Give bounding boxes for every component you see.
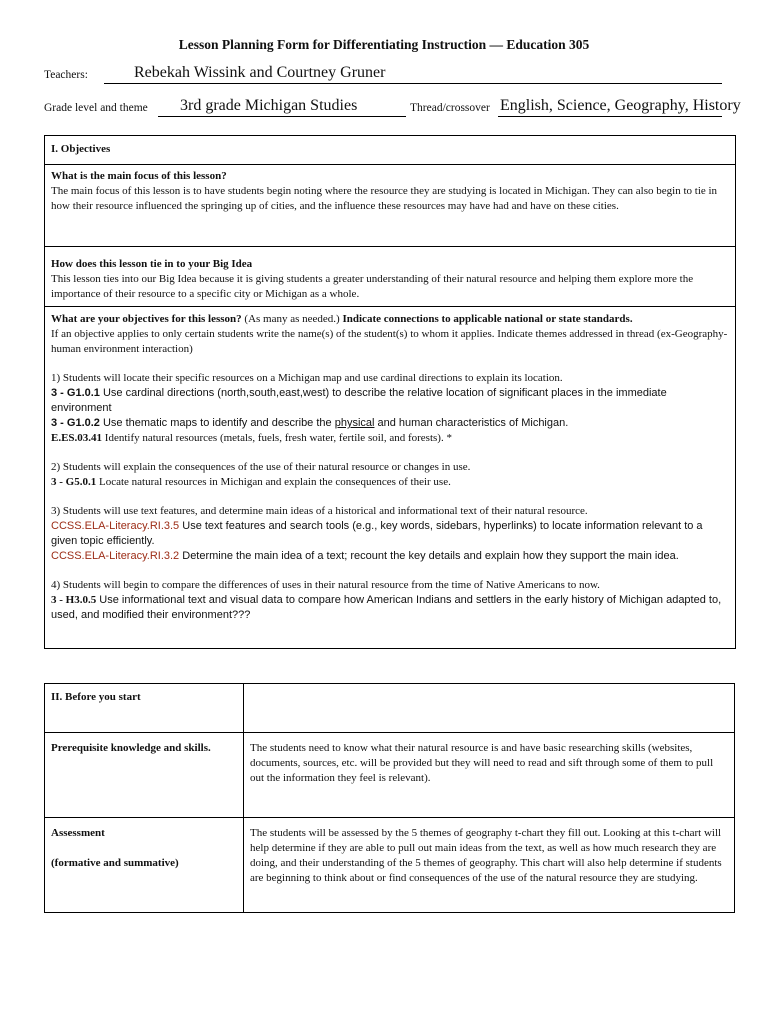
standard-ees0341-text: Identify natural resources (metals, fuels, fresh water, fertile soil, and forests). * xyxy=(102,432,452,444)
standard-ri32-code: CCSS.ELA-Literacy.RI.3.2 xyxy=(51,550,180,562)
standard-ri35 xyxy=(51,519,729,549)
assessment-sublabel: (formative and summative) xyxy=(51,857,179,869)
page-title: Lesson Planning Form for Differentiating Instruction — Education 305 xyxy=(178,37,590,52)
assessment-label-cell xyxy=(45,818,244,913)
main-focus-question: What is the main focus of this lesson? xyxy=(51,170,227,182)
teachers-field xyxy=(104,64,722,84)
objective-4: 4) Students will begin to compare the differences of uses in their natural resource from the time of Native Americans to now. xyxy=(51,579,600,591)
objectives-heading-row xyxy=(45,136,735,165)
prerequisite-text: The students need to know what their natural resource is and have basic researching skills (websites, documents, sources, etc. will be provided but they will need to read and sift through some of them to pull out the information they feel is relevant). xyxy=(250,742,714,784)
before-heading-cell xyxy=(45,684,244,733)
standard-g102-underlined: physical xyxy=(334,417,375,429)
big-idea-block xyxy=(45,247,735,307)
big-idea-answer: This lesson ties into our Big Idea because it is giving students a greater understanding of their natural resource and helping them explore more the importance of their resource to a specific city or Michigan as a whole. xyxy=(51,273,694,300)
standard-g101 xyxy=(51,386,729,416)
before-heading: II. Before you start xyxy=(51,691,141,703)
teachers-label: Teachers: xyxy=(44,69,88,81)
standard-ri32 xyxy=(51,549,729,564)
assessment-text-cell xyxy=(244,818,735,913)
thread-field xyxy=(498,97,741,117)
standard-g102 xyxy=(51,416,729,431)
objectives-question xyxy=(51,312,729,327)
objective-1: 1) Students will locate their specific resources on a Michigan map and use cardinal directions to explain its location. xyxy=(51,372,563,384)
objectives-instructions: If an objective applies to only certain students write the name(s) of the student(s) to whom it applies. Indicate themes addressed in thread (ex-Geography-human environment interaction) xyxy=(51,328,728,355)
prerequisite-label-cell xyxy=(45,733,244,818)
standard-g102-code: 3 - G1.0.2 xyxy=(51,417,100,429)
standard-ri35-text: Use text features and search tools (e.g., key words, sidebars, hyperlinks) to locate information relevant to a given topic efficiently. xyxy=(51,520,703,547)
objectives-heading: I. Objectives xyxy=(51,143,111,155)
objectives-standards-instruction: Indicate connections to applicable national or state standards. xyxy=(342,313,633,325)
prerequisite-label: Prerequisite knowledge and skills. xyxy=(51,742,211,754)
main-focus-block xyxy=(45,165,735,247)
standard-g501 xyxy=(51,475,729,490)
standard-h305-code: 3 - H3.0.5 xyxy=(51,594,97,606)
standard-ees0341-code: E.ES.03.41 xyxy=(51,432,103,444)
standard-g101-code: 3 - G1.0.1 xyxy=(51,387,100,399)
objectives-section xyxy=(44,135,736,649)
thread-label: Thread/crossover xyxy=(410,102,490,114)
objective-2: 2) Students will explain the consequences of the use of their natural resource or changes in use. xyxy=(51,461,471,473)
teachers-value: Rebekah Wissink and Courtney Gruner xyxy=(134,64,386,81)
standard-g102-text-pre: Use thematic maps to identify and describe the xyxy=(99,417,335,429)
before-heading-empty-cell xyxy=(244,684,735,733)
grade-field xyxy=(158,97,406,117)
thread-value: English, Science, Geography, History xyxy=(500,97,741,114)
standard-g501-text: Locate natural resources in Michigan and explain the consequences of their use. xyxy=(96,476,451,488)
objective-3: 3) Students will use text features, and determine main ideas of a historical and informational text of their natural resource. xyxy=(51,505,588,517)
standard-g102-text-post: and human characteristics of Michigan. xyxy=(374,417,569,429)
grade-label: Grade level and theme xyxy=(44,102,148,114)
objectives-question-note: (As many as needed.) xyxy=(241,313,343,325)
standard-h305 xyxy=(51,593,729,623)
standard-ees0341 xyxy=(51,431,729,446)
standard-ri32-text: Determine the main idea of a text; recount the key details and explain how they support the main idea. xyxy=(179,550,679,562)
before-you-start-table xyxy=(44,683,735,913)
main-focus-answer: The main focus of this lesson is to have students begin noting where the resource they are studying is located in Michigan. They can also begin to tie in how their resource influenced the springing up of cities, and the influence these resources may have had and have on these cities. xyxy=(51,185,718,212)
assessment-row xyxy=(45,818,735,913)
prerequisite-text-cell xyxy=(244,733,735,818)
grade-value: 3rd grade Michigan Studies xyxy=(180,97,358,114)
lesson-objectives-block xyxy=(45,307,735,648)
big-idea-question: How does this lesson tie in to your Big Idea xyxy=(51,258,253,270)
standard-g101-text: Use cardinal directions (north,south,east,west) to describe the relative location of significant places in the immediate environment xyxy=(51,387,667,414)
prerequisite-row xyxy=(45,733,735,818)
standard-g501-code: 3 - G5.0.1 xyxy=(51,476,97,488)
standard-ri35-code: CCSS.ELA-Literacy.RI.3.5 xyxy=(51,520,180,532)
standard-h305-text: Use informational text and visual data to compare how American Indians and settlers in the early history of Michigan adapted to, used, and modified their environment??? xyxy=(51,594,722,621)
objectives-question-text: What are your objectives for this lesson? xyxy=(51,313,242,325)
before-heading-row xyxy=(45,684,735,733)
assessment-text: The students will be assessed by the 5 themes of geography t-chart they fill out. Looking at this t-chart will help determine if they are able to pull out main ideas from the text, as well as how much research they are doing, and their understanding of the 5 themes of geography. This chart will also help determine if students are beginning to think about or find consequences of the use of the natural resource they are studying. xyxy=(250,827,722,884)
assessment-label: Assessment xyxy=(51,827,105,839)
